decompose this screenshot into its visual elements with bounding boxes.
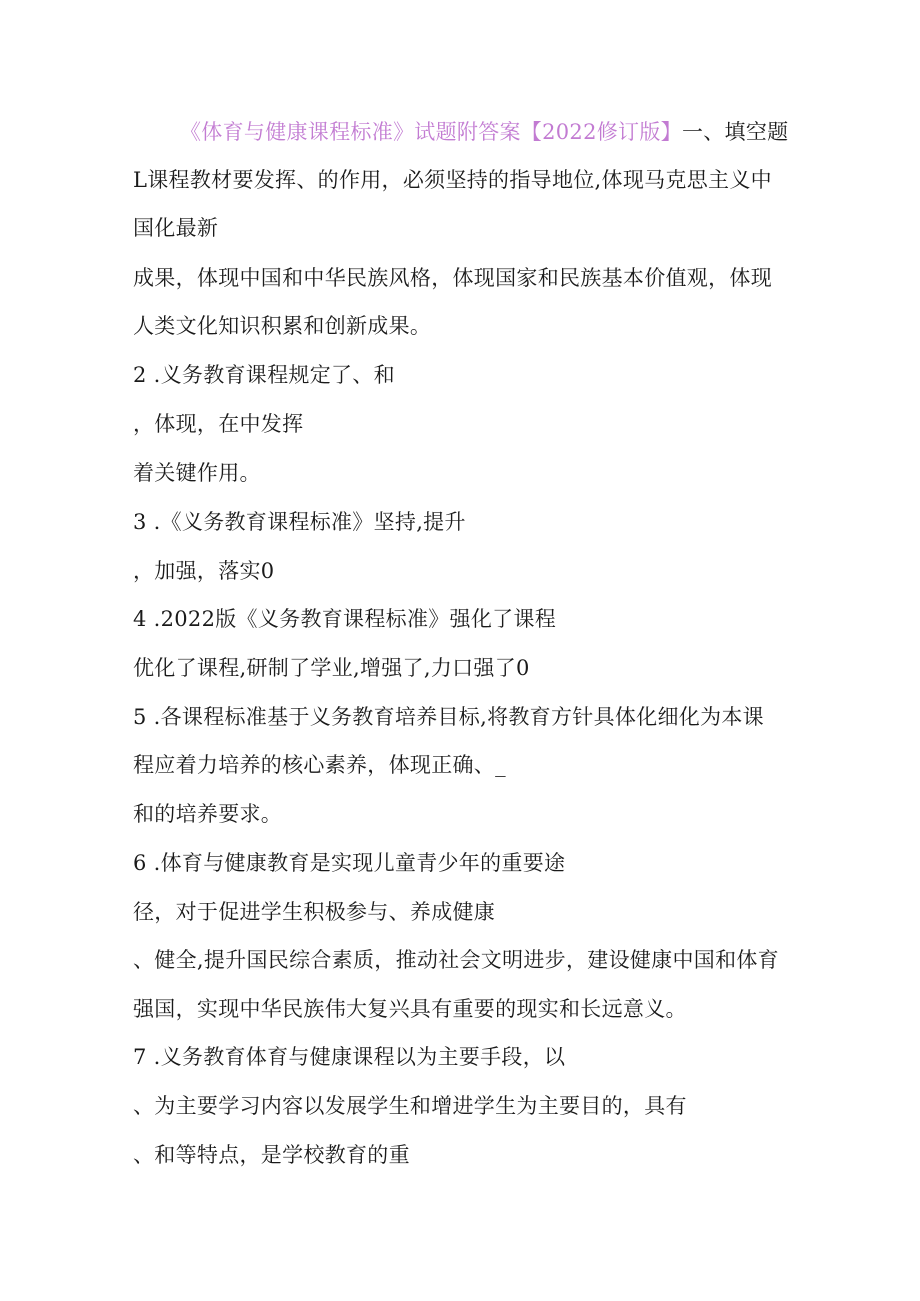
text-line: 国化最新 <box>133 216 219 240</box>
question-3: 3 .《义务教育课程标准》坚持,提升 <box>133 510 466 534</box>
text-line: 、和等特点，是学校教育的重 <box>133 1143 410 1167</box>
question-5: 5 .各课程标准基于义务教育培养目标,将教育方针具体化细化为本课 <box>133 705 764 729</box>
text-line: 、健全,提升国民综合素质，推动社会文明进步，建设健康中国和体育 <box>133 948 779 972</box>
text-line: ，体现，在中发挥 <box>133 412 304 436</box>
text-line: 程应着力培养的核心素养，体现正确、_ <box>133 753 506 777</box>
section-heading: 一、填空题 <box>681 120 789 144</box>
question-2: 2 .义务教育课程规定了、和 <box>133 363 395 387</box>
text-line: ，加强，落实0 <box>133 559 275 583</box>
text-line: L课程教材要发挥、的作用，必须坚持的指导地位,体现马克思主义中 <box>133 168 772 192</box>
question-6: 6 .体育与健康教育是实现儿童青少年的重要途 <box>133 851 566 875</box>
text-line: 人类文化知识积累和创新成果。 <box>133 314 432 338</box>
question-7: 7 .义务教育体育与健康课程以为主要手段，以 <box>133 1045 566 1069</box>
text-line: 强国，实现中华民族伟大复兴具有重要的现实和长远意义。 <box>133 997 687 1021</box>
document-title <box>180 118 788 146</box>
text-line: 优化了课程,研制了学业,增强了,力口强了0 <box>133 656 530 680</box>
title-text: 《体育与健康课程标准》试题附答案【2022修订版】 <box>180 120 682 144</box>
text-line: 成果，体现中国和中华民族风格，体现国家和民族基本价值观，体现 <box>133 266 772 290</box>
text-line: 、为主要学习内容以发展学生和增进学生为主要目的，具有 <box>133 1094 687 1118</box>
text-line: 径，对于促进学生积极参与、养成健康 <box>133 900 496 924</box>
text-line: 着关键作用。 <box>133 461 261 485</box>
question-4: 4 .2022版《义务教育课程标准》强化了课程 <box>133 607 557 631</box>
text-line: 和的培养要求。 <box>133 802 283 826</box>
